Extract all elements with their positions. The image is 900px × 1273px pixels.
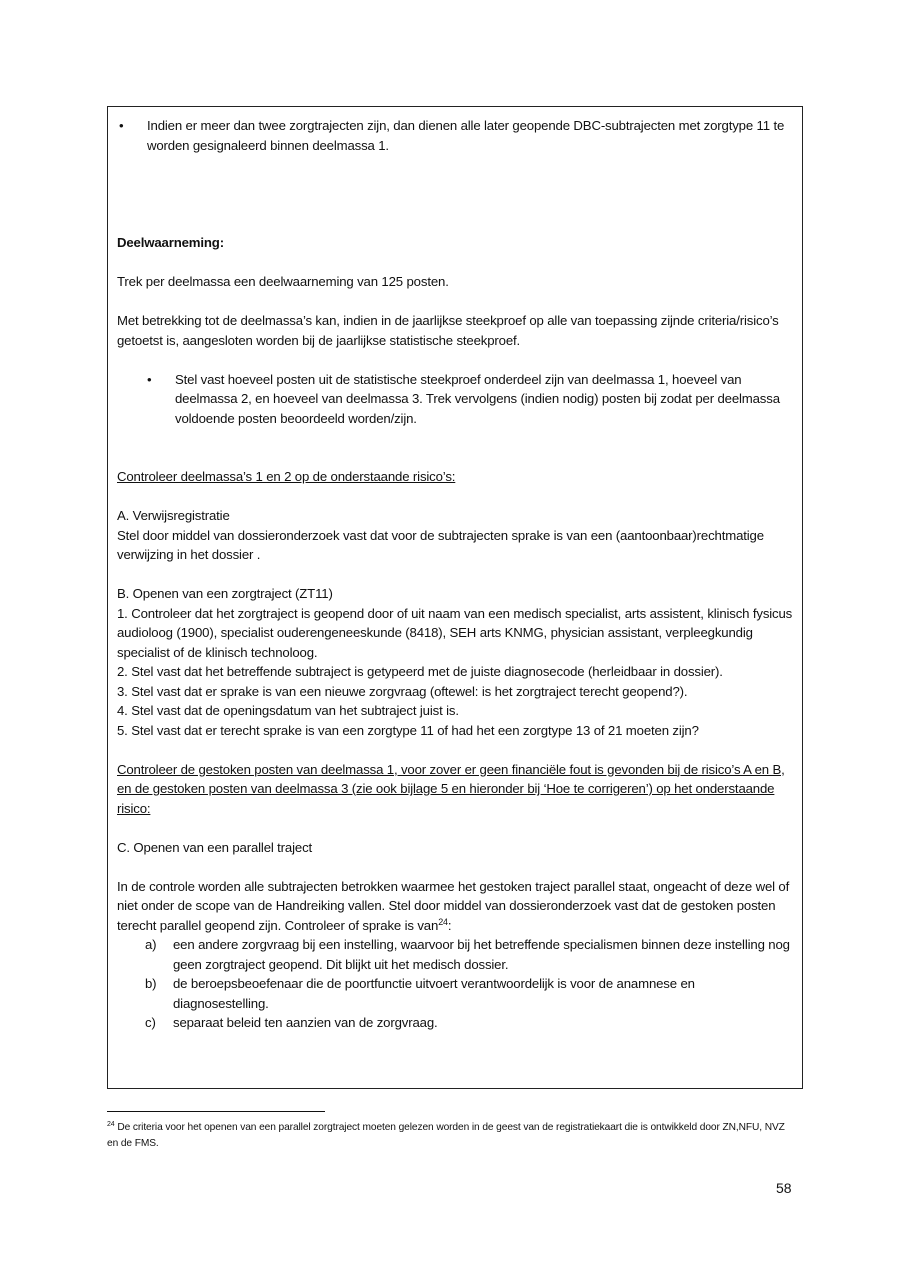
risk-c-text — [117, 877, 794, 936]
bullet-text: Stel vast hoeveel posten uit de statistische steekproef onderdeel zijn van deelmassa 1, hoeveel van deelmassa 2, en hoeveel van deelmassa 3. Trek vervolgens (indien nodig) posten bij zodat per deelmassa voldoende posten beoordeeld worden/zijn. — [175, 371, 780, 426]
bullet-icon: • — [119, 118, 124, 133]
paragraph: Met betrekking tot de deelmassa’s kan, indien in de jaarlijkse steekproef op alle van toepassing zijnde criteria/risico’s getoetst is, aangesloten worden bij de jaarlijkse statistische steekproef. — [117, 313, 779, 348]
risk-a-title: A. Verwijsregistratie — [117, 508, 230, 523]
content-box — [107, 106, 803, 1089]
footnote-separator — [107, 1111, 325, 1112]
list-text: separaat beleid ten aanzien van de zorgvraag. — [173, 1015, 438, 1030]
risk-b-title: B. Openen van een zorgtraject (ZT11) — [117, 586, 333, 601]
list-item — [117, 974, 794, 1013]
footnote-ref[interactable]: 24 — [438, 916, 448, 927]
list-text: een andere zorgvraag bij een instelling, waarvoor bij het betreffende specialismen binnen deze instelling nog geen zorgtraject geopend. Dit blijkt uit het medisch dossier. — [173, 937, 790, 972]
risk-b-item: 1. Controleer dat het zorgtraject is geopend door of uit naam van een medisch specialist, arts assistent, klinisch fysicus audioloog (1900), specialist ouderengeneeskunde (8418), SEH arts KNMG, physician assistant, verpleegkundig specialist of de klinisch technoloog. — [117, 605, 793, 660]
risk-b-item: 3. Stel vast dat er sprake is van een nieuwe zorgvraag (oftewel: is het zorgtraject terecht geopend?). — [117, 683, 688, 699]
section-heading-deelwaarneming: Deelwaarneming: — [117, 235, 224, 250]
list-text: de beroepsbeoefenaar die de poortfunctie uitvoert verantwoordelijk is voor de anamnese en diagnosestelling. — [173, 976, 695, 1011]
colon: : — [447, 917, 452, 933]
section-heading-gestoken: Controleer de gestoken posten van deelmassa 1, voor zover er geen financiële fout is gevonden bij de risico’s A en B, en de gestoken posten van deelmassa 3 (zie ook bijlage 5 en hieronder bij ‘Hoe te corrigeren’) op het onderstaande risico: — [117, 761, 785, 816]
page-number: 58 — [776, 1180, 792, 1196]
section-heading-controleer: Controleer deelmassa’s 1 en 2 op de onderstaande risico’s: — [117, 469, 456, 484]
risk-a-text: Stel door middel van dossieronderzoek vast dat voor de subtrajecten sprake is van een (aantoonbaar)rechtmatige verwijzing in het dossier . — [117, 527, 764, 562]
list-item — [117, 935, 794, 974]
risk-c-text-body: In de controle worden alle subtrajecten betrokken waarmee het gestoken traject parallel staat, ongeacht of deze wel of niet onder de scope van de Handreiking vallen. Stel door middel van dossieronderzoek vast dat de gestoken posten terecht parallel geopend zijn. Controleer of sprake is van — [117, 878, 790, 933]
bullet-text: Indien er meer dan twee zorgtrajecten zijn, dan dienen alle later geopende DBC-subtrajecten met zorgtype 11 te worden gesignaleerd binnen deelmassa 1. — [147, 118, 785, 153]
risk-c-title: C. Openen van een parallel traject — [117, 839, 313, 855]
list-item — [117, 1013, 794, 1033]
risk-b-item: 5. Stel vast dat er terecht sprake is van een zorgtype 11 of had het een zorgtype 13 of 21 moeten zijn? — [117, 722, 699, 738]
bullet-icon: • — [147, 371, 152, 387]
risk-b-item: 2. Stel vast dat het betreffende subtraject is getypeerd met de juiste diagnosecode (herleidbaar in dossier). — [117, 664, 723, 679]
list-label: c) — [145, 1015, 156, 1030]
risk-b-item: 4. Stel vast dat de openingsdatum van het subtraject juist is. — [117, 703, 459, 718]
paragraph: Trek per deelmassa een deelwaarneming van 125 posten. — [117, 274, 449, 289]
footnote-text: De criteria voor het openen van een parallel zorgtraject moeten gelezen worden in de geest van de registratiekaart die is ontwikkeld door ZN,NFU, NVZ en de FMS. — [107, 1122, 785, 1149]
bullet-item — [117, 370, 794, 429]
footnote — [107, 1120, 797, 1152]
list-label: a) — [145, 937, 157, 952]
footnote-number: 24 — [107, 1121, 115, 1128]
list-label: b) — [145, 976, 157, 991]
bullet-item — [117, 116, 794, 155]
